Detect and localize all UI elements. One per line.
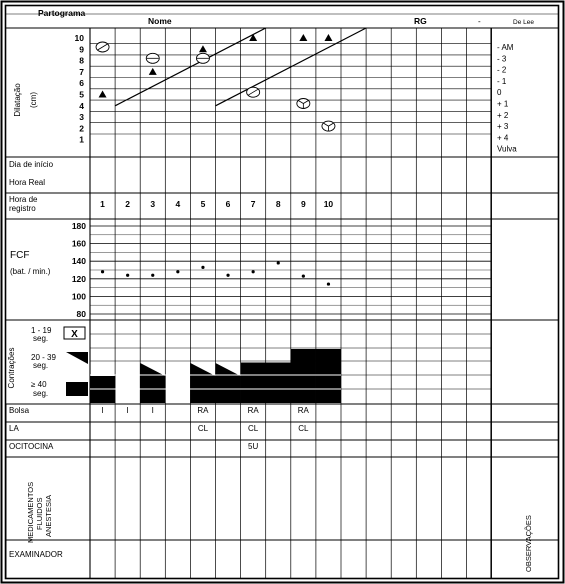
bolsa-value: I (126, 406, 129, 415)
contraction-solid-block (266, 363, 291, 404)
dilation-triangle (99, 91, 107, 98)
fcf-label: FCF (10, 250, 30, 261)
record-hour-number: 9 (300, 199, 306, 209)
dilation-tick: 2 (79, 123, 84, 134)
la-label: LA (9, 424, 19, 433)
record-hour-number: 6 (225, 199, 231, 209)
medications-label-3: ANESTESIA (44, 494, 53, 537)
fcf-unit: (bat. / min.) (10, 267, 51, 276)
ocitocina-value: 5U (248, 442, 259, 451)
la-value: CL (298, 424, 309, 433)
dilation-tick: 7 (79, 66, 84, 77)
fcf-point (151, 274, 154, 277)
contraction-triangle-block (190, 363, 215, 376)
contraction-solid-block (291, 349, 316, 403)
la-value: CL (248, 424, 259, 433)
contraction-legend-x: X (71, 329, 78, 340)
record-hour-number: 8 (275, 199, 281, 209)
station-symbol (322, 121, 335, 131)
form-title: Partograma (38, 8, 86, 18)
station-label: - 3 (497, 54, 507, 64)
station-label: Vulva (497, 144, 517, 154)
dilation-unit-label: (cm) (29, 92, 38, 108)
start-day-label: Dia de início (9, 160, 54, 169)
medications-label-1: MEDICAMENTOS (26, 481, 35, 543)
fcf-tick: 80 (76, 309, 86, 319)
contraction-row1-label: 1 - 19 (31, 326, 52, 335)
ocitocina-values (248, 442, 258, 451)
la-values (198, 424, 309, 433)
header-dash: - (478, 17, 481, 26)
fcf-point (277, 261, 280, 264)
fcf-point (126, 274, 129, 277)
station-label: - 1 (497, 76, 507, 86)
contraction-solid-block (316, 349, 341, 403)
bolsa-value: I (151, 406, 154, 415)
dilation-triangle (324, 34, 332, 41)
station-label: - AM (497, 43, 514, 52)
record-hour-label: Hora de (9, 195, 38, 204)
station-label: + 4 (497, 133, 509, 143)
dilation-tick: 4 (79, 100, 84, 111)
fcf-tick: 180 (71, 221, 86, 231)
medications-label-2: FLUIDOS (35, 497, 44, 530)
dilation-tick: 8 (79, 55, 84, 66)
station-symbol (146, 53, 159, 63)
record-hour-number: 2 (125, 199, 131, 209)
fcf-point (252, 270, 255, 273)
fcf-point (327, 282, 330, 285)
record-hour-number: 4 (175, 199, 181, 209)
contraction-solid-block (241, 363, 266, 404)
contraction-legend-solid (66, 382, 88, 396)
form-border (6, 6, 559, 579)
fcf-tick-labels (72, 221, 86, 319)
bolsa-label: Bolsa (9, 406, 30, 415)
record-hour-label-2: registro (9, 204, 36, 213)
station-label: 0 (497, 88, 502, 98)
dilation-tick: 5 (79, 89, 84, 100)
dilation-triangle (149, 68, 157, 75)
contraction-row3-label: ≥ 40 (31, 380, 47, 389)
dilation-triangle (249, 34, 257, 41)
station-symbol (96, 42, 109, 52)
dilation-triangle (199, 45, 207, 52)
observations-label: OBSERVAÇÕES (524, 515, 533, 572)
bolsa-value: RA (197, 406, 209, 415)
contraction-legend-triangle (66, 352, 88, 364)
record-hour-number: 7 (250, 199, 256, 209)
station-labels (497, 43, 517, 154)
form-grid (6, 14, 559, 578)
fcf-tick: 100 (71, 291, 86, 302)
fcf-tick: 120 (71, 273, 86, 284)
bolsa-value: RA (247, 406, 259, 415)
station-label: + 2 (497, 110, 509, 120)
dilation-tick: 3 (79, 112, 84, 123)
dilation-tick: 1 (79, 134, 84, 145)
dilation-tick: 9 (79, 44, 84, 55)
station-label: - 2 (497, 65, 507, 75)
bolsa-values (101, 406, 309, 415)
record-hour-numbers (100, 199, 333, 209)
record-hour-number: 3 (150, 199, 156, 209)
fcf-point (302, 275, 305, 278)
contractions-axis-label: Contrações (7, 347, 16, 389)
dilation-axis-label: Dilatação (13, 83, 22, 117)
station-symbol (196, 53, 209, 63)
record-hour-number: 10 (323, 199, 334, 209)
la-value: CL (197, 424, 209, 433)
contraction-row1-unit: seg. (33, 334, 49, 343)
record-hour-number: 1 (100, 199, 105, 209)
examiner-label: EXAMINADOR (9, 550, 63, 559)
contraction-row3-unit: seg. (33, 389, 49, 398)
fcf-point (101, 270, 104, 273)
station-label: + 3 (497, 122, 509, 132)
record-hour-number: 5 (200, 199, 206, 209)
bolsa-value: I (101, 406, 104, 415)
contraction-triangle-block (216, 363, 241, 376)
station-label: + 1 (497, 99, 509, 109)
fcf-tick: 160 (71, 238, 86, 249)
fcf-point (176, 270, 179, 273)
bolsa-value: RA (297, 406, 309, 415)
contraction-row2-label: 20 - 39 (31, 353, 56, 362)
dilation-tick: 6 (79, 78, 84, 89)
dilation-tick-labels (75, 33, 85, 145)
fcf-point (226, 274, 229, 277)
contraction-row2-unit: seg. (33, 361, 49, 370)
de-lee-label: De Lee (513, 19, 534, 26)
fcf-tick: 140 (71, 256, 86, 267)
station-symbol (297, 99, 310, 109)
contraction-triangle-block (140, 363, 165, 376)
name-label: Nome (148, 16, 172, 26)
dilation-tick: 10 (74, 33, 84, 43)
station-symbol (247, 87, 260, 97)
real-time-label: Hora Real (9, 178, 46, 187)
fcf-point (201, 266, 204, 269)
rg-label: RG (414, 16, 427, 26)
ocitocina-label: OCITOCINA (9, 442, 54, 451)
dilation-triangle (299, 34, 307, 41)
